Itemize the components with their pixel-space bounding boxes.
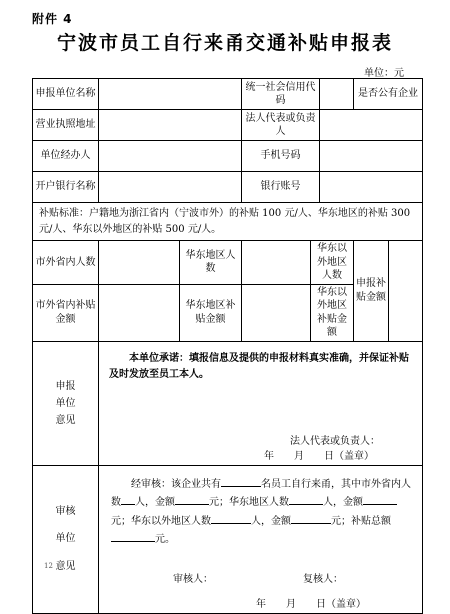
other-count-blank[interactable] xyxy=(211,512,251,524)
license-address-field[interactable] xyxy=(99,110,242,141)
audit-text-6: 元；华东以外地区人数 xyxy=(111,515,211,527)
audit-signatures xyxy=(101,573,420,587)
applicant-unit-label: 申报单位名称 xyxy=(33,79,99,110)
audit-text-7: 人，金额 xyxy=(251,515,291,527)
apply-amount-field[interactable] xyxy=(389,241,423,342)
rechecker-label: 复核人： xyxy=(303,573,343,585)
audit-text-1: 经审核：该企业共有 xyxy=(131,478,221,490)
handler-label: 单位经办人 xyxy=(33,141,99,172)
east-count-label: 华东地区人数 xyxy=(180,241,242,285)
east-count-blank[interactable] xyxy=(289,493,323,505)
audit-text-4: 元；华东地区人数 xyxy=(209,497,289,508)
east-amount-blank[interactable] xyxy=(363,493,397,505)
audit-statement xyxy=(111,475,416,549)
applicant-opinion-label-text: 申报单位意见 xyxy=(55,380,76,426)
audit-text-5: 人，金额 xyxy=(323,497,363,508)
audit-label-2: 单位 xyxy=(55,533,76,545)
outside-amount-label: 市外省内补贴金额 xyxy=(33,284,99,341)
legal-rep-field[interactable] xyxy=(320,110,423,141)
audit-text-3: 人，金额 xyxy=(135,497,175,508)
apply-amount-label: 申报补贴金额 xyxy=(354,241,389,342)
subsidy-standard-note: 补贴标准：户籍地为浙江省内（宁波市外）的补贴 100 元/人、华东地区的补贴 300 元/人、华东以外地区的补贴 500 元/人。 xyxy=(33,203,423,241)
bank-field[interactable] xyxy=(99,172,242,203)
other-amount-blank[interactable] xyxy=(291,512,331,524)
east-count-field[interactable] xyxy=(242,241,311,285)
unit-label: 单位：元 xyxy=(364,68,404,79)
phone-label: 手机号码 xyxy=(242,141,320,172)
east-amount-label: 华东地区补贴金额 xyxy=(180,284,242,341)
total-employees-blank[interactable] xyxy=(221,475,261,487)
audit-sign-date: 年 月 日（盖章） xyxy=(256,599,367,610)
outside-count-field[interactable] xyxy=(99,241,180,285)
subsidy-form-table xyxy=(32,78,423,614)
phone-field[interactable] xyxy=(320,141,423,172)
credit-code-field[interactable] xyxy=(320,79,354,110)
legal-rep-signature: 法人代表或负责人： xyxy=(290,435,381,447)
audit-text-9: 元。 xyxy=(155,534,175,545)
attachment-label: 附件 4 xyxy=(32,12,73,26)
applicant-unit-field[interactable] xyxy=(99,79,242,110)
total-amount-blank[interactable] xyxy=(111,530,155,542)
outside-count-blank[interactable] xyxy=(121,493,135,505)
audit-text-2: 名员工自行来甬，其中市外省内人数 xyxy=(111,478,411,508)
applicant-promise: 本单位承诺：填报信息及提供的申报材料真实准确，并保证补贴及时发放至员工本人。 xyxy=(109,352,409,380)
audit-label-3: 意见 xyxy=(55,560,76,572)
account-field[interactable] xyxy=(320,172,423,203)
outside-amount-blank[interactable] xyxy=(175,493,209,505)
other-count-label: 华东以外地区人数 xyxy=(311,241,354,285)
handler-field[interactable] xyxy=(99,141,242,172)
is-enterprise-label: 是否公有企业 xyxy=(354,79,423,110)
account-label: 银行账号 xyxy=(242,172,320,203)
audit-opinion-cell xyxy=(99,465,423,613)
outside-amount-field[interactable] xyxy=(99,284,180,341)
applicant-opinion-cell xyxy=(99,341,423,465)
credit-code-label: 统一社会信用代码 xyxy=(242,79,320,110)
page-title: 宁波市员工自行来甬交通补贴申报表 xyxy=(56,32,393,54)
east-amount-field[interactable] xyxy=(242,284,311,341)
applicant-opinion-label xyxy=(33,341,99,465)
other-amount-label: 华东以外地区补贴金额 xyxy=(311,284,354,341)
bank-label: 开户银行名称 xyxy=(33,172,99,203)
applicant-sign-date: 年 月 日（盖章） xyxy=(264,451,375,462)
audit-label-1: 审核 xyxy=(55,505,76,517)
audit-text-8: 元；补贴总额 xyxy=(331,515,391,527)
license-address-label: 营业执照地址 xyxy=(33,110,99,141)
outside-count-label: 市外省内人数 xyxy=(33,241,99,285)
reviewer-label: 审核人： xyxy=(173,573,213,585)
legal-rep-label: 法人代表或负责人 xyxy=(242,110,320,141)
page-number: 12 xyxy=(44,562,53,570)
audit-opinion-label xyxy=(33,465,99,613)
